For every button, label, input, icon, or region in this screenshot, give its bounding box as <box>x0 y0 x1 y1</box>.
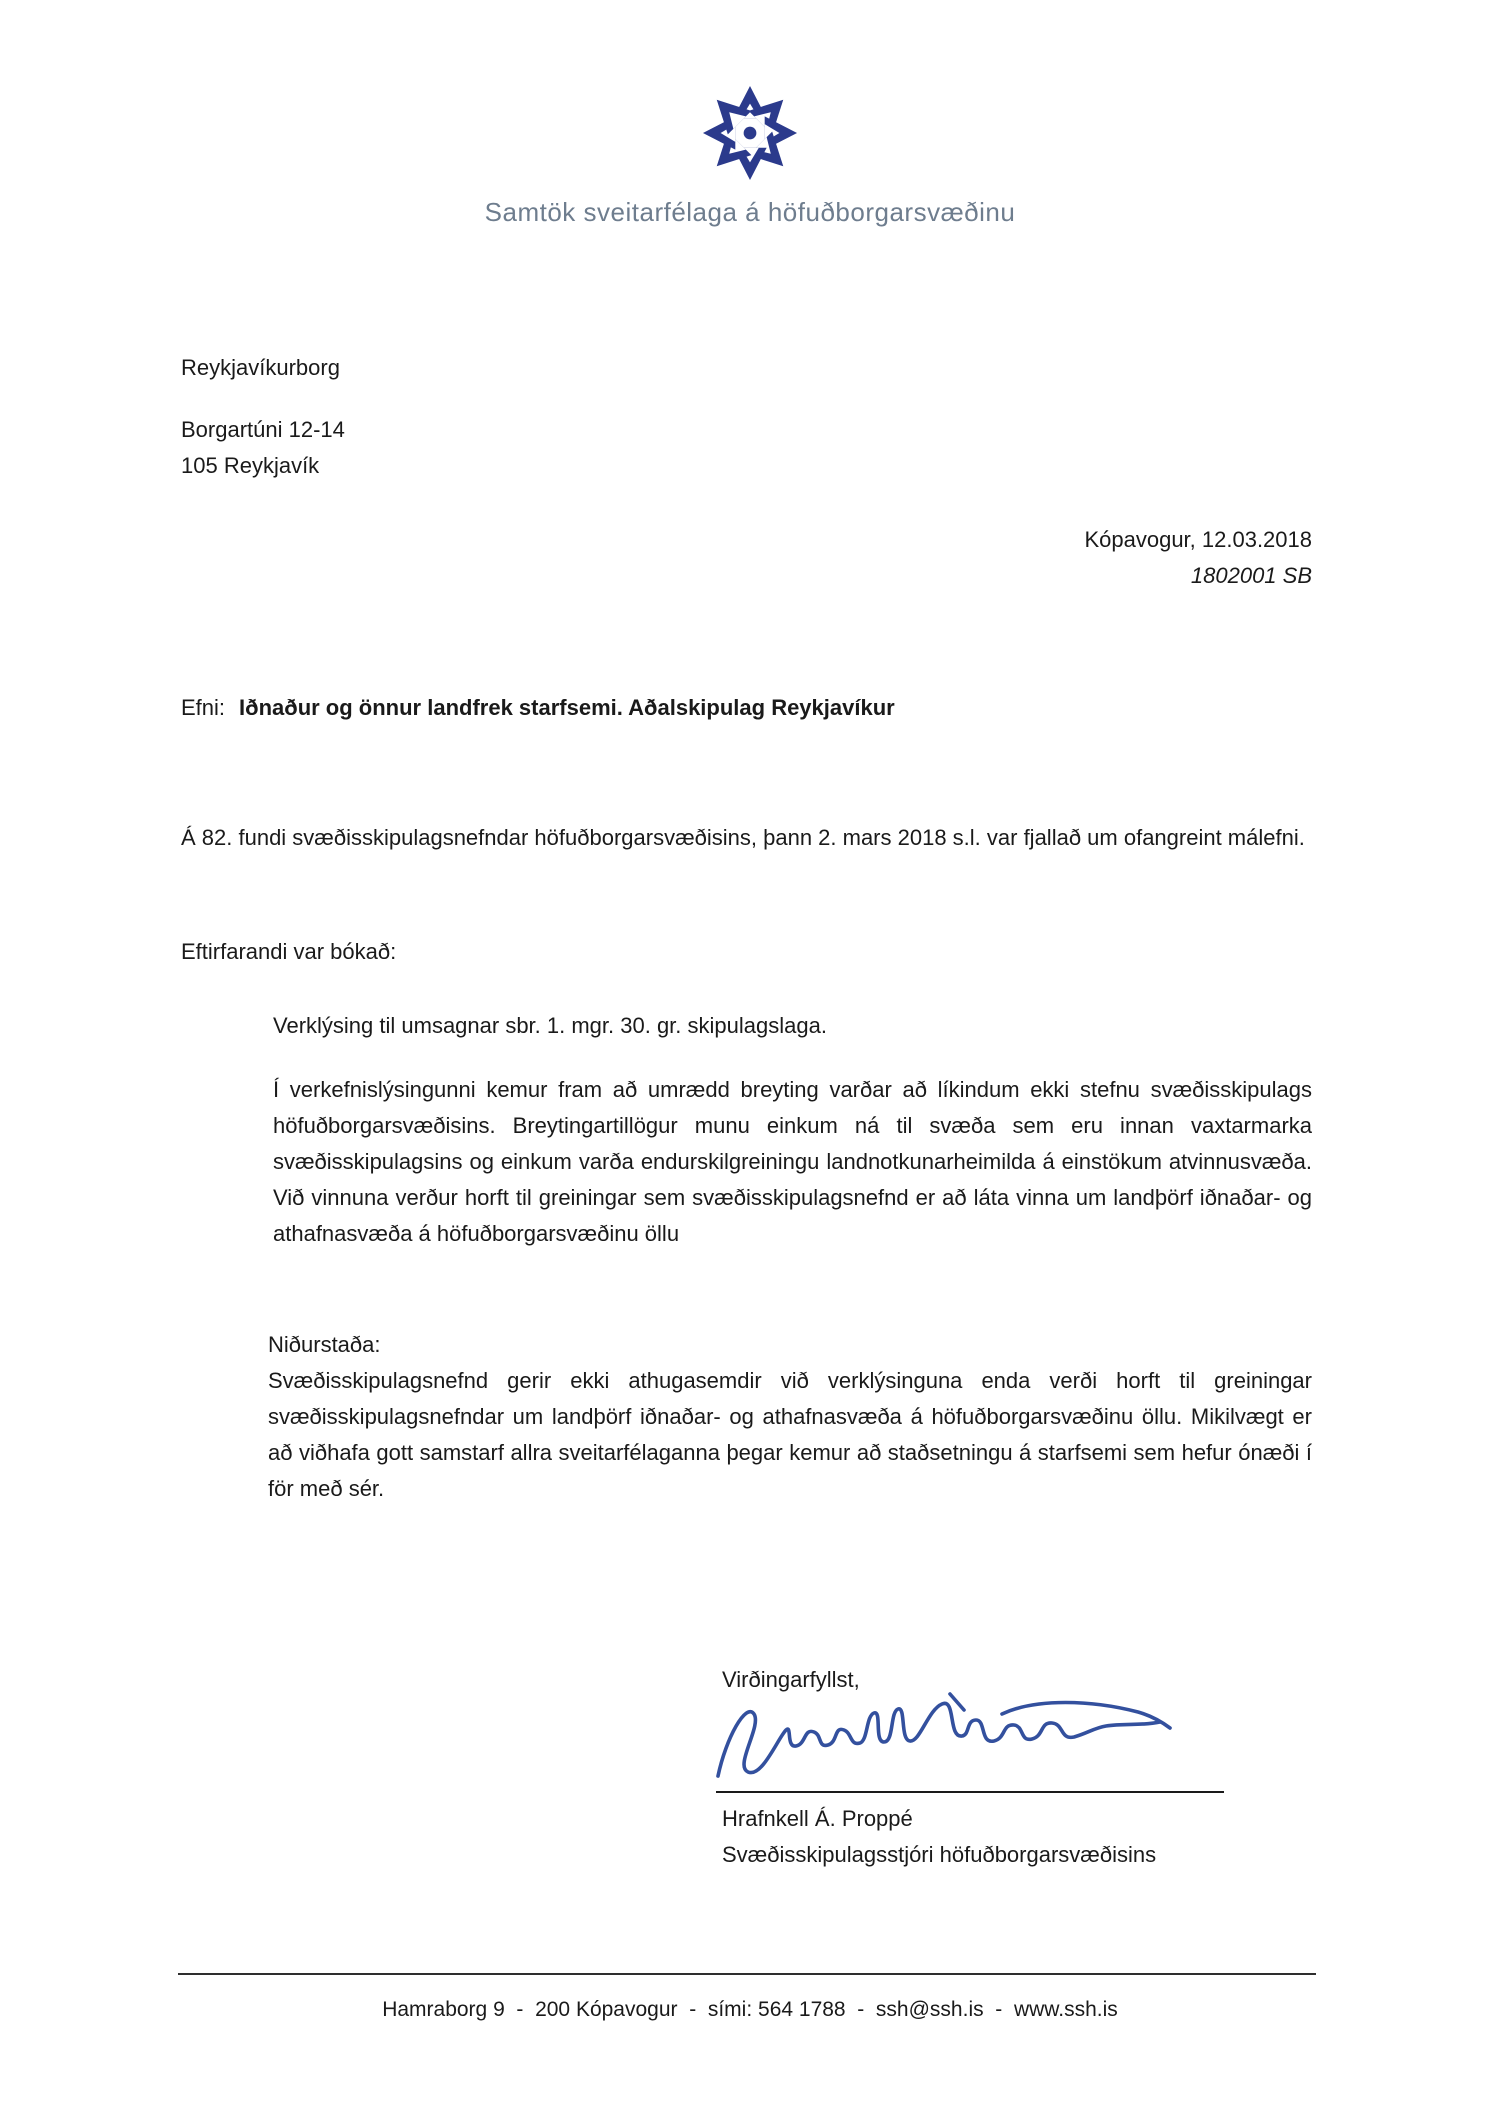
footer-contact-line: Hamraborg 9 - 200 Kópavogur - sími: 564 1788 - ssh@ssh.is - www.ssh.is <box>382 1998 1118 2021</box>
signer-name: Hrafnkell Á. Proppé <box>722 1806 913 1831</box>
letter-place-date: Kópavogur, 12.03.2018 <box>1084 527 1312 552</box>
subject-line <box>181 690 895 726</box>
recipient-address-line-2: 105 Reykjavík <box>181 453 320 478</box>
subject-text: Iðnaður og önnur landfrek starfsemi. Aðalskipulag Reykjavíkur <box>239 695 895 720</box>
handwritten-signature-icon <box>700 1684 1245 1815</box>
recipient-name: Reykjavíkurborg <box>181 355 340 380</box>
letterhead-org-name: Samtök sveitarfélaga á höfuðborgarsvæðinu <box>484 197 1016 227</box>
closing-salutation: Virðingarfyllst, <box>722 1667 860 1692</box>
intro-paragraph: Á 82. fundi svæðisskipulagsnefndar höfuðborgarsvæðisins, þann 2. mars 2018 s.l. var fjallað um ofangreint málefni. <box>181 825 1305 850</box>
letter-reference: 1802001 SB <box>1190 563 1312 588</box>
ssh-star-logo-icon <box>701 84 799 193</box>
subject-label: Efni: <box>181 695 226 720</box>
booked-label: Eftirfarandi var bókað: <box>181 939 397 964</box>
signer-title: Svæðisskipulagsstjóri höfuðborgarsvæðisins <box>722 1842 1157 1867</box>
conclusion-label: Niðurstaða: <box>268 1332 381 1357</box>
footer-divider <box>178 1973 1316 1975</box>
recipient-address-line-1: Borgartúni 12-14 <box>181 417 345 442</box>
signature-line <box>716 1791 1224 1793</box>
conclusion-paragraph: Svæðisskipulagsnefnd gerir ekki athugasemdir við verklýsinguna enda verði horft til greiningar svæðisskipulagsnefndar um landþörf iðnaðar- og athafnasvæða á höfuðborgarsvæðinu öllu. Mikilvægt er að viðhafa gott samstarf allra sveitarfélaganna þegar kemur að staðsetningu á starfsemi sem hefur ónæði í för með sér. <box>268 1368 1312 1501</box>
quote-paragraph: Í verkefnislýsingunni kemur fram að umrædd breyting varðar að líkindum ekki stefnu svæðisskipulags höfuðborgarsvæðisins. Breytingartillögur munu einkum ná til svæða sem eru innan vaxtarmarka svæðisskipulagsins og einkum varða endurskilgreiningu landnotkunarheimilda á einstökum atvinnusvæða. Við vinnuna verður horft til greiningar sem svæðisskipulagsnefnd er að láta vinna um landþörf iðnaðar- og athafnasvæða á höfuðborgarsvæðinu öllu <box>273 1077 1312 1246</box>
letter-meta <box>1084 522 1312 594</box>
letterhead <box>0 84 1500 193</box>
quote-intro-line: Verklýsing til umsagnar sbr. 1. mgr. 30. gr. skipulagslaga. <box>273 1013 827 1038</box>
